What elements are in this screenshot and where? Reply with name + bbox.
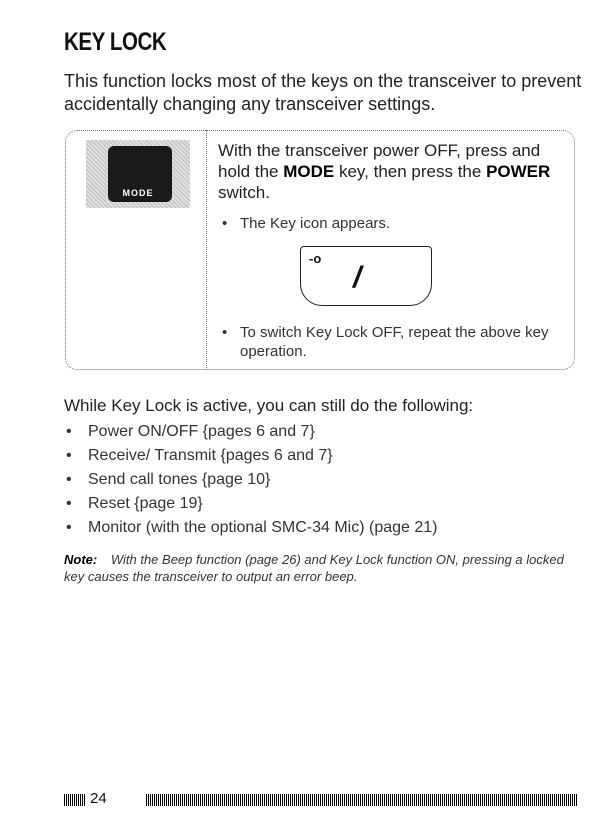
power-switch-word: POWER	[486, 162, 551, 181]
note-block	[64, 551, 584, 585]
intro-paragraph: This function locks most of the keys on the transceiver to prevent accidentally changing any transceiver settings.	[64, 71, 582, 114]
procedure-step-text	[218, 140, 568, 203]
list-item: • Power ON/OFF {pages 6 and 7}	[64, 420, 437, 444]
step-lead: With the transceiver power OFF, press and hold the	[218, 141, 541, 181]
page-number: 24	[90, 790, 107, 807]
footer-barcode-left	[64, 794, 86, 806]
step-middle: key, then press the	[338, 162, 482, 181]
footer-barcode-right	[146, 794, 578, 806]
procedure-divider	[206, 130, 207, 370]
step-bullet-switch-off: • To switch Key Lock OFF, repeat the above key operation.	[222, 323, 562, 361]
allowed-functions-list	[64, 420, 437, 540]
lcd-segment: /	[353, 261, 362, 294]
step-end: switch.	[218, 183, 270, 202]
lcd-display	[300, 246, 432, 306]
note-label: Note:	[64, 552, 98, 567]
note-text: With the Beep function (page 26) and Key Lock function ON, pressing a locked key causes the transceiver to output an error beep.	[64, 552, 564, 584]
key-icon: -o	[309, 251, 322, 266]
list-item: • Send call tones {page 10}	[64, 468, 437, 492]
key-photo-image	[86, 140, 190, 208]
step-bullet-key-icon: • The Key icon appears.	[222, 214, 562, 233]
mode-key-word: MODE	[283, 162, 335, 181]
page-title: KEY LOCK	[64, 28, 167, 56]
key-photo-label: MODE	[122, 188, 154, 198]
list-item: • Monitor (with the optional SMC-34 Mic) (page 21)	[64, 516, 437, 540]
active-lead-in: While Key Lock is active, you can still do the following:	[64, 396, 474, 415]
list-item: • Reset {page 19}	[64, 492, 437, 516]
list-item: • Receive/ Transmit {pages 6 and 7}	[64, 444, 437, 468]
